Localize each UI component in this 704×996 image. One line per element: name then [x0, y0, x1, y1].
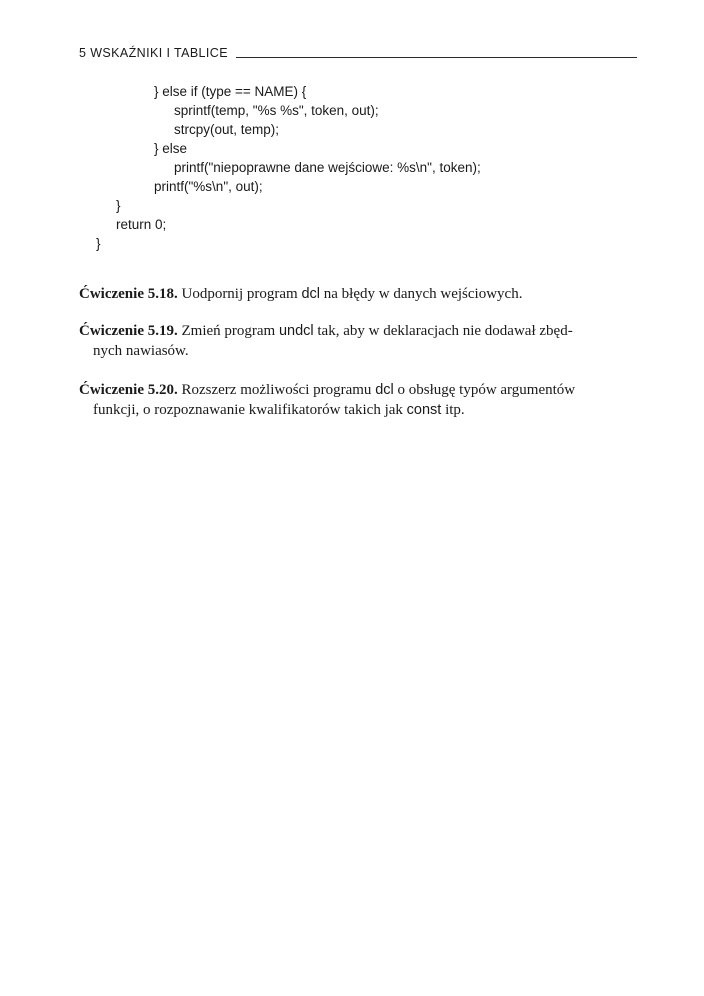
exercise-text: tak, aby w deklaracjach nie dodawał zbęd-: [313, 323, 573, 339]
exercise-text: Uodpornij program: [177, 286, 302, 302]
code-line: strcpy(out, temp);: [174, 122, 280, 137]
exercise-label: Ćwiczenie 5.20.: [79, 382, 178, 398]
code-line: printf("niepoprawne dane wejściowe: %s\n", token);: [174, 160, 481, 175]
running-header: [79, 42, 637, 60]
code-line: } else: [154, 141, 188, 156]
exercise-code-word: undcl: [278, 323, 314, 339]
exercise-5-18: [79, 284, 624, 304]
exercise-text: na błędy w danych wejściowych.: [320, 286, 523, 302]
exercise-continuation: [79, 400, 624, 420]
code-line: }: [96, 236, 101, 251]
code-line: sprintf(temp, "%s %s", token, out);: [174, 103, 379, 118]
exercise-code-word: dcl: [375, 382, 394, 398]
code-line: return 0;: [116, 217, 167, 232]
exercise-text: Zmień program: [177, 323, 279, 339]
exercise-text: funkcji, o rozpoznawanie kwalifikatorów takich jak: [93, 402, 407, 418]
code-line: printf("%s\n", out);: [154, 179, 263, 194]
exercise-text: itp.: [441, 402, 465, 418]
code-line: }: [116, 198, 121, 213]
exercise-continuation: nych nawiasów.: [93, 343, 189, 359]
code-line: } else if (type == NAME) {: [154, 84, 307, 99]
exercise-text: Rozszerz możliwości programu: [177, 382, 376, 398]
running-header-rule: [236, 57, 637, 58]
running-header-title: 5 WSKAŹNIKI I TABLICE: [79, 45, 228, 60]
exercise-code-word: const: [406, 402, 442, 418]
exercise-5-19: [79, 321, 624, 361]
exercise-5-20: [79, 380, 624, 420]
exercise-label: Ćwiczenie 5.18.: [79, 286, 178, 302]
exercise-text: o obsługę typów argumentów: [393, 382, 576, 398]
exercise-code-word: dcl: [301, 286, 321, 302]
exercise-label: Ćwiczenie 5.19.: [79, 323, 178, 339]
